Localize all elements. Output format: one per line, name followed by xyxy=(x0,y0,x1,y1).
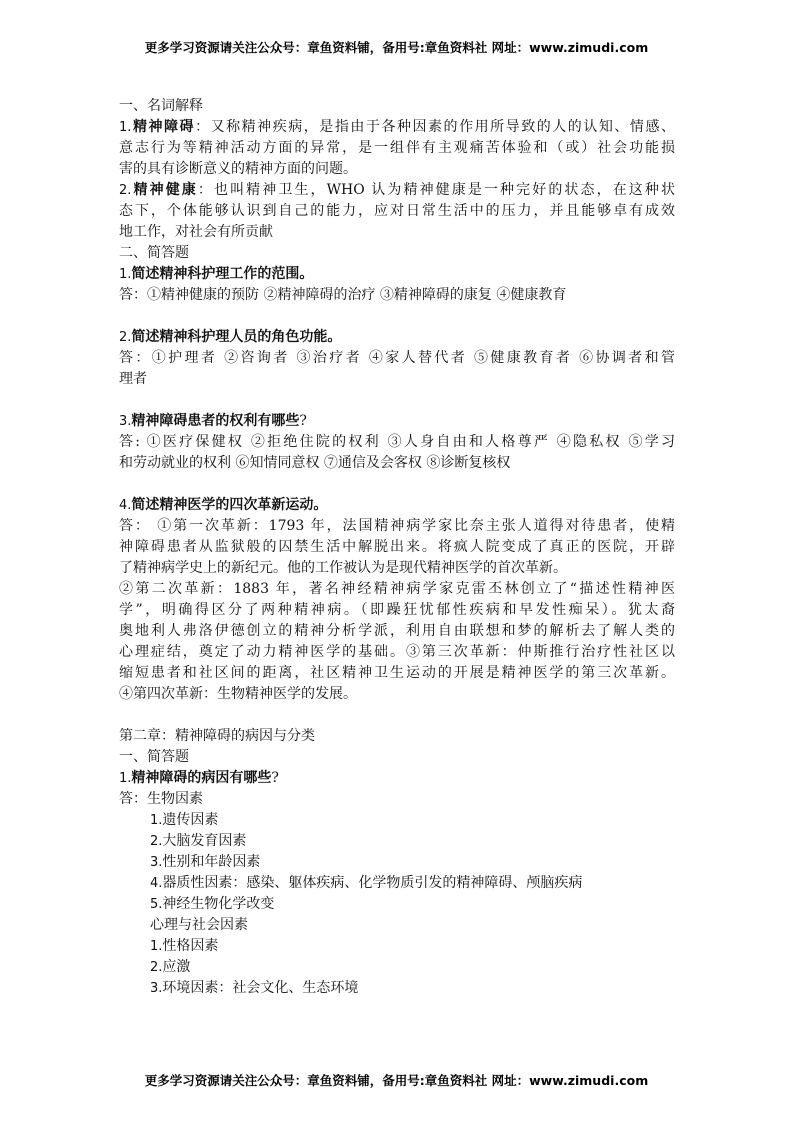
list-item: 3.性别和年龄因素 xyxy=(150,854,261,870)
question-text: 简述精神医学的四次革新运动。 xyxy=(131,497,328,513)
term-text: 地工作，对社会有所贡献 xyxy=(119,224,273,240)
list-item: 4.器质性因素：感染、躯体疾病、化学物质引发的精神障碍、颅脑疾病 xyxy=(150,875,583,891)
answer-text: ④第四次革新：生物精神医学的发展。 xyxy=(119,686,357,702)
section-title: 一、简答题 xyxy=(119,749,189,765)
term-text: ：也叫精神卫生，WHO 认为精神健康是一种完好的状态，在这种状 xyxy=(197,182,675,198)
list-item: 1.性格因素 xyxy=(150,938,219,954)
section-title: 二、简答题 xyxy=(119,245,189,261)
question-mark: ? xyxy=(299,413,307,429)
question-heading xyxy=(119,768,675,789)
answer-text: 答：①精神健康的预防 ②精神障碍的治疗 ③精神障碍的康复 ④健康教育 xyxy=(119,287,567,303)
term-label: 精神障碍 xyxy=(131,119,196,135)
answer-text: 缩短患者和社区间的距离，社区精神卫生运动的开展是精神医学的第三次革新。 xyxy=(119,665,675,681)
question-number: 4. xyxy=(119,498,132,513)
answer-text: ②第二次革新：1883 年，著名神经精神病学家克雷丕林创立了“描述性精神医 xyxy=(119,581,675,597)
answer-text: 答： ①第一次革新：1793 年，法国精神病学家比奈主张人道得对待患者，使精 xyxy=(119,518,675,534)
term-text: ：又称精神疾病，是指由于各种因素的作用所导致的人的认知、情感、 xyxy=(195,119,675,135)
question-number: 1. xyxy=(119,267,132,282)
question-heading xyxy=(119,411,675,432)
question-text: 简述精神科护理工作的范围。 xyxy=(131,266,314,282)
list-item: 3.环境因素：社会文化、生态环境 xyxy=(150,980,359,996)
term-mental-disorder xyxy=(119,117,675,180)
question-mark: ? xyxy=(271,770,279,786)
list-item: 2.应激 xyxy=(150,959,191,975)
answer-text: 学”，明确得区分了两种精神病。（即躁狂忧郁性疾病和早发性痴呆）。犹太裔 xyxy=(119,602,675,618)
list-item: 5.神经生物化学改变 xyxy=(150,896,275,912)
bottom-banner: 更多学习资源请关注公众号：章鱼资料铺，备用号:章鱼资料社 网址：www.zimudi.com xyxy=(144,1073,649,1088)
answer-text: 答：①护理者 ②咨询者 ③治疗者 ④家人替代者 ⑤健康教育者 ⑥协调者和管 xyxy=(119,350,675,366)
answer-text: 和劳动就业的权利 ⑥知情同意权 ⑦通信及会客权 ⑧诊断复核权 xyxy=(119,455,511,471)
answer-text: 答: ①医疗保健权 ②拒绝住院的权利 ③人身自由和人格尊严 ④隐私权 ⑤学习 xyxy=(119,434,675,450)
term-text: 态下，个体能够认识到自己的能力，应对日常生活中的压力，并且能够卓有成效 xyxy=(119,203,675,219)
list-item: 1.遗传因素 xyxy=(150,812,219,828)
question-text: 简述精神科护理人员的角色功能。 xyxy=(131,329,342,345)
question-number: 2. xyxy=(119,330,132,345)
term-text: 意志行为等精神活动方面的异常，是一组伴有主观痛苦体验和（或）社会功能损 xyxy=(119,140,675,156)
term-text: 害的具有诊断意义的精神方面的问题。 xyxy=(119,161,357,177)
question-heading xyxy=(119,327,675,348)
list-item: 2.大脑发育因素 xyxy=(150,833,247,849)
answer-text: 答：生物因素 xyxy=(119,791,203,807)
section-title: 一、名词解释 xyxy=(119,98,203,114)
answer-text: 心理症结，奠定了动力精神医学的基础。③第三次革新：仲斯推行治疗性社区以 xyxy=(119,644,675,660)
answer-text: 神障碍患者从监狱般的囚禁生活中解脱出来。将疯人院变成了真正的医院，开辟 xyxy=(119,539,675,555)
answer-text: 了精神病学史上的新纪元。他的工作被认为是现代精神医学的首次革新。 xyxy=(119,560,567,576)
question-text: 精神障碍患者的权利有哪些 xyxy=(131,413,300,429)
question-number: 3. xyxy=(119,414,132,429)
answer-text: 奥地利人弗洛伊德创立的精神分析学派，利用自由联想和梦的解析去了解人类的 xyxy=(119,623,675,639)
question-text: 精神障碍的病因有哪些 xyxy=(131,770,272,786)
sub-heading: 心理与社会因素 xyxy=(150,917,248,933)
question-heading xyxy=(119,264,675,285)
question-number: 1. xyxy=(119,771,132,786)
answer-text: 理者 xyxy=(119,371,147,387)
term-number: 2. xyxy=(119,183,132,198)
document-body xyxy=(119,96,675,999)
term-mental-health xyxy=(119,180,675,243)
top-banner: 更多学习资源请关注公众号：章鱼资料铺，备用号:章鱼资料社 网址：www.zimudi.com xyxy=(144,40,649,55)
term-label: 精神健康 xyxy=(131,182,198,198)
term-number: 1. xyxy=(119,120,132,135)
question-heading xyxy=(119,495,675,516)
chapter-title: 第二章：精神障碍的病因与分类 xyxy=(119,728,315,744)
